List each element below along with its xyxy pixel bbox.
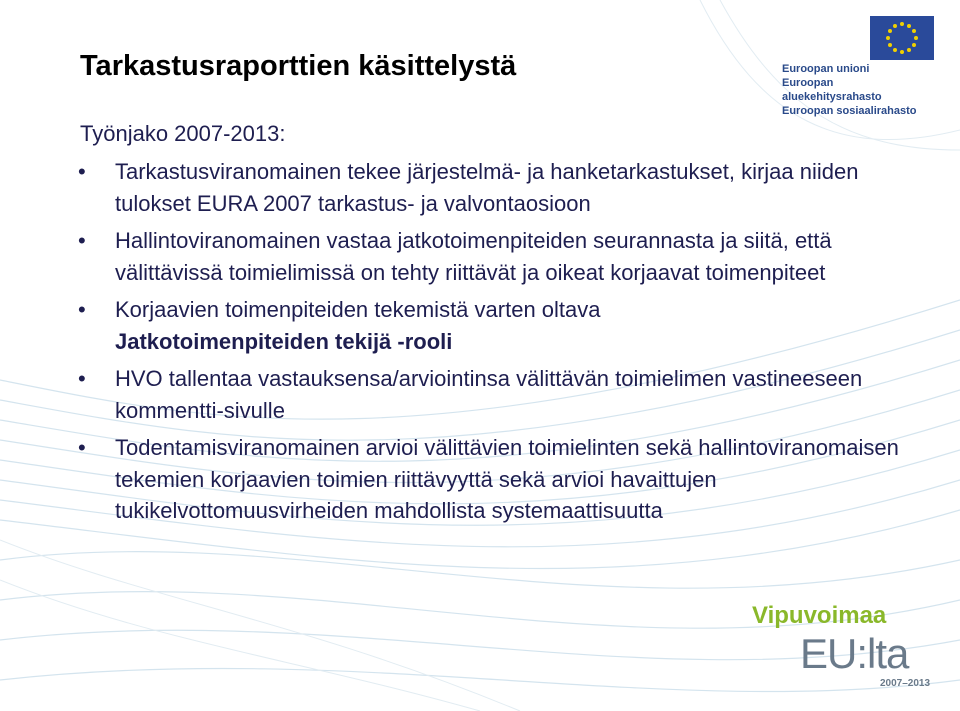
bullet-item — [78, 432, 938, 527]
eu-logo-text — [782, 62, 930, 118]
eu-logo — [782, 16, 942, 117]
slide-title: Tarkastusraporttien käsittelystä — [80, 50, 517, 82]
eu-line: Euroopan unioni — [782, 63, 870, 75]
vipuvoimaa-logo — [752, 600, 942, 700]
bullet-text: HVO tallentaa vastauksensa/arviointinsa välittävän toimielimen vastineeseen kommentti-sivulle — [115, 366, 863, 423]
bullet-text: Todentamisviranomainen arvioi välittävien toimielinten sekä hallintoviranomaisen tekemien korjaavien toimien riittävyyttä sekä arvioi havaittujen tukikelvottomuusvirheiden mahdollista systemaattisuutta — [115, 435, 899, 523]
eu-flag-icon — [870, 16, 934, 60]
bullet-text: Hallintoviranomainen vastaa jatkotoimenpiteiden seurannasta ja siitä, että välittävissä toimielimissä on tehty riittävät ja oikeat korjaavat toimenpiteet — [115, 228, 832, 285]
bullet-item — [78, 225, 938, 288]
vipuvoimaa-title: Vipuvoimaa — [752, 602, 887, 629]
vipuvoimaa-wordmark: EU:lta — [800, 630, 909, 677]
bullet-item — [78, 363, 938, 426]
bullet-item — [78, 156, 938, 219]
bullet-bold-text: Jatkotoimenpiteiden tekijä -rooli — [115, 328, 453, 354]
eu-line: Euroopan sosiaalirahasto — [782, 105, 917, 117]
vipuvoimaa-years: 2007–2013 — [880, 678, 931, 689]
bullet-text: Korjaavien toimenpiteiden tekemistä varten oltava — [115, 297, 601, 322]
bullet-text: Tarkastusviranomainen tekee järjestelmä- ja hanketarkastukset, kirjaa niiden tulokset EURA 2007 tarkastus- ja valvontaosioon — [115, 159, 859, 216]
eu-line: Euroopan aluekehitysrahasto — [782, 77, 882, 103]
slide-subtitle: Työnjako 2007-2013: — [80, 121, 286, 146]
bullet-item — [78, 294, 938, 357]
bullet-list — [78, 156, 938, 533]
